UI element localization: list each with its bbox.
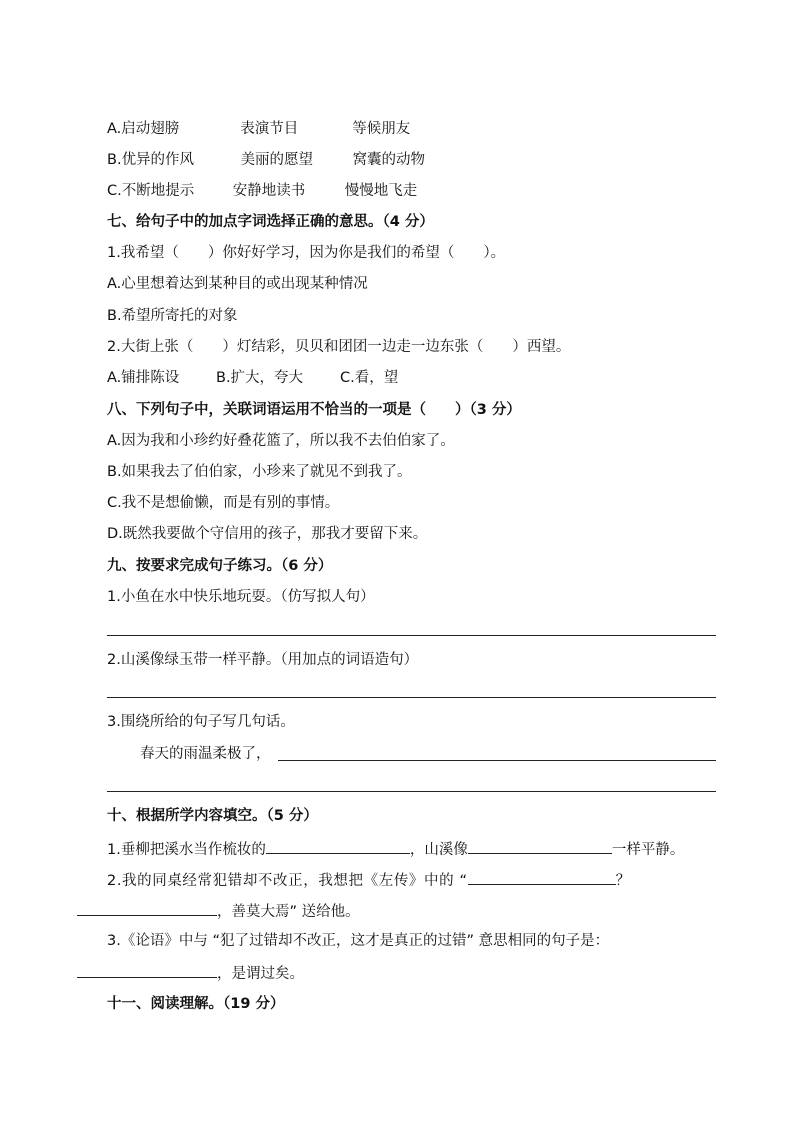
q10-item-3-text: ，是谓过矣。	[217, 966, 304, 982]
q9-task-3-prompt: 春天的雨温柔极了，	[140, 746, 271, 762]
word-option: 窝囊的动物	[352, 152, 426, 168]
q7-option-2c: C.看，望	[340, 370, 399, 386]
word-option: 优异的作风	[121, 152, 195, 168]
word-group-label: C.	[107, 183, 122, 199]
q10-item-3-cont	[77, 962, 304, 984]
q7-option-2a: A.铺排陈设	[107, 370, 180, 386]
q8-option-b: B.如果我去了伯伯家，小珍来了就见不到我了。	[107, 464, 412, 480]
q7-option-2b: B.扩大，夸大	[216, 370, 304, 386]
q7-sentence-1: 1.我希望（ ）你好好学习，因为你是我们的希望（ ）。	[107, 245, 506, 261]
section-7-heading: 七、给句子中的加点字词选择正确的意思。（4 分）	[107, 214, 434, 230]
q9-task-2: 2.山溪像绿玉带一样平静。（用加点的词语造句）	[107, 652, 419, 668]
fill-blank[interactable]	[77, 962, 217, 978]
word-option: 不断地提示	[121, 183, 195, 199]
q10-item-2-text: ？	[615, 873, 631, 889]
q10-item-1-text: ，山溪像	[409, 842, 468, 858]
q8-option-a: A.因为我和小珍约好叠花篮了，所以我不去伯伯家了。	[107, 433, 455, 449]
word-option: 表演节目	[240, 121, 299, 137]
word-group-c	[107, 181, 417, 201]
q10-item-2	[107, 869, 630, 891]
section-10-heading: 十、根据所学内容填空。（5 分）	[107, 808, 318, 824]
q8-option-c: C.我不是想偷懒，而是有别的事情。	[107, 495, 340, 511]
q10-item-3: 3.《论语》中与 “犯了过错却不改正，这才是真正的过错” 意思相同的句子是：	[107, 933, 610, 949]
fill-blank[interactable]	[77, 900, 217, 916]
answer-line[interactable]	[107, 791, 716, 792]
q9-task-1: 1.小鱼在水中快乐地玩耍。（仿写拟人句）	[107, 589, 375, 605]
q7-sentence-2: 2.大街上张（ ）灯结彩，贝贝和团团一边走一边东张（ ）西望。	[107, 339, 571, 355]
fill-blank[interactable]	[468, 869, 616, 885]
q9-task-3: 3.围绕所给的句子写几句话。	[107, 714, 295, 730]
q8-option-d: D.既然我要做个守信用的孩子，那我才要留下来。	[107, 526, 428, 542]
answer-line[interactable]	[107, 697, 716, 698]
section-11-heading: 十一、阅读理解。（19 分）	[107, 996, 285, 1012]
q7-option-b: B.希望所寄托的对象	[107, 308, 238, 324]
q7-option-a: A.心里想着达到某种目的或出现某种情况	[107, 276, 368, 292]
q7-options-2	[107, 368, 398, 388]
q10-item-2-cont	[77, 900, 360, 922]
word-option: 等候朋友	[352, 121, 411, 137]
fill-blank[interactable]	[468, 838, 612, 854]
answer-line[interactable]	[278, 760, 716, 761]
section-9-heading: 九、按要求完成句子练习。（6 分）	[107, 558, 333, 574]
q10-item-1-text: 一样平静。	[611, 842, 685, 858]
fill-blank[interactable]	[266, 838, 410, 854]
word-group-label: B.	[107, 152, 122, 168]
word-option: 安静地读书	[232, 183, 306, 199]
word-option: 慢慢地飞走	[344, 183, 418, 199]
word-group-b	[107, 150, 425, 170]
answer-line[interactable]	[107, 635, 716, 636]
word-group-a	[107, 119, 410, 139]
q10-item-2-text: 2.我的同桌经常犯错却不改正，我想把《左传》中的 “	[107, 873, 468, 889]
q10-item-1	[107, 838, 684, 860]
word-option: 美丽的愿望	[240, 152, 314, 168]
word-option: 启动翅膀	[121, 121, 180, 137]
section-8-heading: 八、下列句子中，关联词语运用不恰当的一项是（ ）（3 分）	[107, 402, 521, 418]
q10-item-2-text: ，善莫大焉” 送给他。	[217, 904, 360, 920]
q10-item-1-text: 1.垂柳把溪水当作梳妆的	[107, 842, 266, 858]
word-group-label: A.	[107, 121, 122, 137]
